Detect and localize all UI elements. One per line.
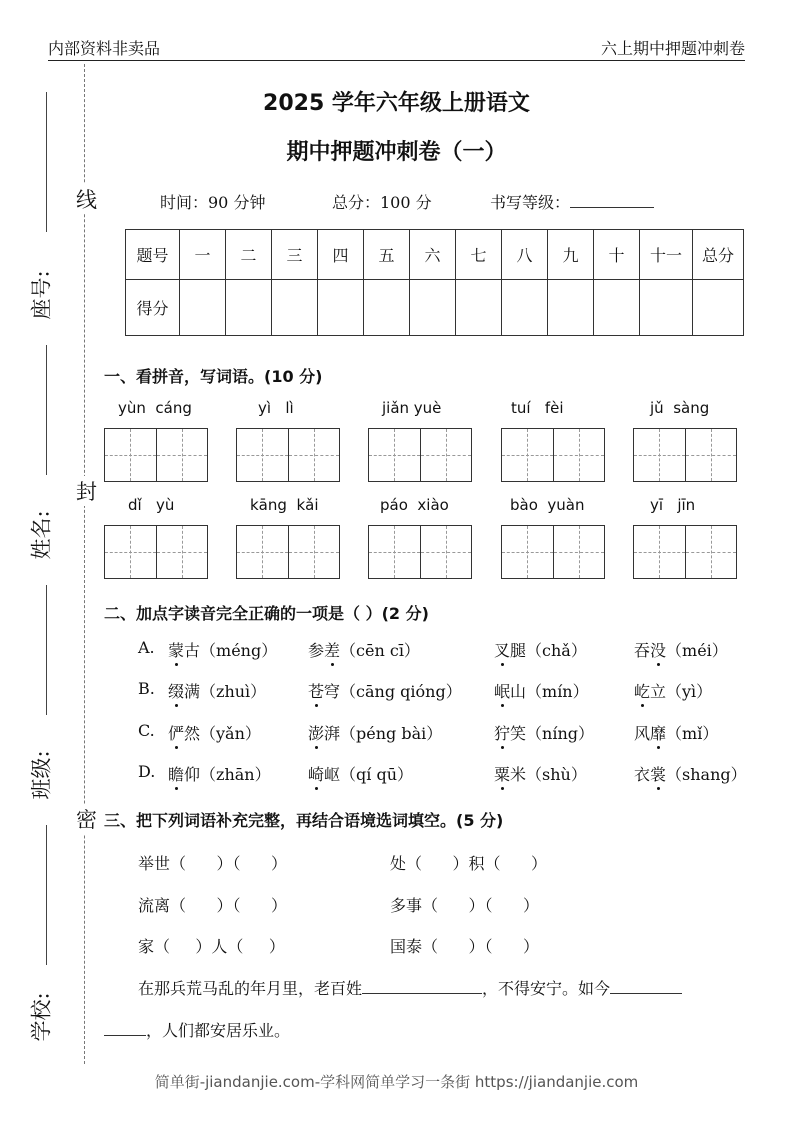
writing-grade-label: 书写等级：	[490, 193, 571, 212]
option-word	[494, 679, 589, 702]
dotted-char: 岷	[494, 679, 510, 702]
dotted-char: 粟	[494, 762, 510, 785]
pinyin-label: kāng kǎi	[250, 496, 319, 514]
option-word	[634, 638, 728, 661]
option-word	[494, 721, 594, 744]
section1-title: 一、看拼音，写词语。(10 分)	[104, 367, 323, 386]
fill-idiom[interactable]: 处（ ）积（ ）	[390, 854, 548, 873]
option-label[interactable]: C.	[138, 721, 155, 740]
fill-idiom[interactable]: 国泰（ ）（ ）	[390, 937, 540, 956]
dotted-char: 澎	[308, 721, 324, 744]
fill-idiom[interactable]: 举世（ ）（ ）	[138, 854, 288, 873]
option-word	[308, 679, 462, 702]
word-suffix: 岖（qí qū）	[324, 765, 414, 784]
score-cell[interactable]	[318, 280, 364, 336]
fold-word-mi: 密	[76, 804, 97, 834]
writing-grid[interactable]	[236, 525, 340, 579]
fill-idiom[interactable]: 家（ ）人（ ）	[138, 937, 285, 956]
class-line	[46, 585, 47, 715]
word-suffix: 穹（cāng qióng）	[324, 682, 462, 701]
score-table	[125, 229, 744, 336]
class-label: 班级:	[29, 750, 54, 800]
context-sentence-cont	[104, 1018, 290, 1041]
score-cell[interactable]	[502, 280, 548, 336]
word-suffix: 古（méng）	[184, 641, 278, 660]
option-word	[308, 762, 413, 785]
pinyin-label: dǐ yù	[128, 496, 175, 514]
page-title: 2025 学年六年级上册语文	[263, 91, 530, 116]
score-header-cell: 十一	[640, 230, 693, 280]
word-suffix: （cēn cī）	[340, 641, 420, 660]
writing-grade	[490, 190, 654, 213]
score-header-cell: 七	[456, 230, 502, 280]
word-suffix: 腿（chǎ）	[510, 641, 587, 660]
sentence-part-a: 在那兵荒马乱的年月里，老百姓	[138, 979, 363, 998]
seat-label: 座号:	[29, 270, 54, 320]
fill-idiom[interactable]: 流离（ ）（ ）	[138, 896, 288, 915]
writing-grid[interactable]	[104, 428, 208, 482]
option-word	[308, 638, 420, 661]
score-cell[interactable]	[226, 280, 272, 336]
score-header-cell: 三	[272, 230, 318, 280]
option-word	[634, 762, 747, 785]
sentence-blank-2-cont[interactable]	[104, 1035, 146, 1036]
writing-grid[interactable]	[236, 428, 340, 482]
dotted-char: 俨	[168, 721, 184, 744]
writing-grade-blank[interactable]	[570, 207, 654, 208]
score-table-score-row	[126, 280, 744, 336]
score-cell[interactable]	[640, 280, 693, 336]
dotted-char: 蒙	[168, 638, 184, 661]
word-suffix: （méi）	[666, 641, 728, 660]
option-word	[168, 679, 266, 702]
section3-title: 三、把下列词语补充完整，再结合语境选词填空。(5 分)	[104, 811, 504, 830]
fold-word-xian: 线	[76, 184, 97, 214]
word-prefix: 参	[308, 641, 325, 660]
word-prefix: 吞	[634, 641, 651, 660]
score-header-cell: 题号	[126, 230, 180, 280]
writing-grid[interactable]	[633, 525, 737, 579]
exam-time: 时间：90 分钟	[160, 193, 266, 212]
word-suffix: 湃（péng bài）	[324, 724, 443, 743]
score-header-cell: 六	[410, 230, 456, 280]
option-word	[168, 762, 271, 785]
dotted-char: 叉	[494, 638, 510, 661]
option-word	[634, 721, 718, 744]
score-header-cell: 总分	[693, 230, 744, 280]
option-word	[494, 638, 587, 661]
dotted-char: 苍	[308, 679, 324, 702]
dotted-char: 屹	[634, 679, 650, 702]
footer-watermark: 简单街-jiandanjie.com-学科网简单学习一条街 https://jiandanjie.com	[154, 1073, 639, 1091]
option-word	[168, 721, 261, 744]
sentence-part-c: ，人们都安居乐业。	[146, 1021, 291, 1040]
pinyin-label: yī jīn	[650, 496, 696, 514]
score-cell[interactable]	[272, 280, 318, 336]
word-suffix: （mǐ）	[666, 724, 719, 743]
dotted-char: 差	[324, 638, 340, 661]
word-suffix: （shang）	[666, 765, 747, 784]
score-cell[interactable]	[180, 280, 226, 336]
dotted-char: 缀	[168, 679, 184, 702]
score-header-cell: 八	[502, 230, 548, 280]
score-cell[interactable]	[594, 280, 640, 336]
word-suffix: 仰（zhān）	[184, 765, 271, 784]
writing-grid[interactable]	[104, 525, 208, 579]
score-cell[interactable]	[548, 280, 594, 336]
writing-grid[interactable]	[368, 428, 472, 482]
word-suffix: 笑（níng）	[510, 724, 594, 743]
word-prefix: 风	[634, 724, 651, 743]
dotted-char: 靡	[650, 721, 666, 744]
option-word	[634, 679, 712, 702]
score-cell[interactable]	[410, 280, 456, 336]
score-header-cell: 九	[548, 230, 594, 280]
score-table-header-row	[126, 230, 744, 280]
score-cell[interactable]	[693, 280, 744, 336]
dotted-char: 裳	[650, 762, 666, 785]
dotted-char: 狞	[494, 721, 510, 744]
score-header-cell: 十	[594, 230, 640, 280]
word-suffix: 立（yì）	[650, 682, 713, 701]
score-cell[interactable]	[364, 280, 410, 336]
writing-grid[interactable]	[368, 525, 472, 579]
option-label[interactable]: B.	[138, 679, 155, 698]
fold-line	[84, 64, 85, 1064]
section2-title: 二、加点字读音完全正确的一项是（ ）(2 分)	[104, 604, 429, 623]
dotted-char: 崎	[308, 762, 324, 785]
name-label: 姓名:	[29, 510, 54, 560]
pinyin-label: bào yuàn	[510, 496, 585, 514]
word-suffix: 山（mín）	[510, 682, 589, 701]
option-word	[494, 762, 587, 785]
pinyin-label: yùn cáng	[118, 399, 192, 417]
score-header-cell: 四	[318, 230, 364, 280]
pinyin-label: jiǎn yuè	[382, 399, 442, 417]
sentence-part-b: ，不得安宁。如今	[482, 979, 611, 998]
context-sentence	[138, 976, 682, 999]
header-left: 内部资料非卖品	[48, 39, 161, 58]
exam-total: 总分：100 分	[332, 193, 432, 212]
option-word	[168, 638, 277, 661]
writing-grid[interactable]	[501, 525, 605, 579]
header-divider	[48, 60, 745, 61]
writing-grid[interactable]	[633, 428, 737, 482]
word-prefix: 衣	[634, 765, 651, 784]
page-subtitle: 期中押题冲刺卷（一）	[286, 140, 507, 165]
pinyin-label: yì lì	[258, 399, 294, 417]
pinyin-label: páo xiào	[380, 496, 449, 514]
dotted-char: 瞻	[168, 762, 184, 785]
sentence-blank-2[interactable]	[610, 993, 682, 994]
option-word	[308, 721, 442, 744]
word-suffix: 满（zhuì）	[184, 682, 267, 701]
fill-idiom[interactable]: 多事（ ）（ ）	[390, 896, 540, 915]
school-line	[46, 825, 47, 965]
writing-grid[interactable]	[501, 428, 605, 482]
word-suffix: 然（yǎn）	[184, 724, 261, 743]
header-right: 六上期中押题冲刺卷	[600, 39, 745, 58]
name-line	[46, 345, 47, 475]
pinyin-label: jǔ sàng	[650, 399, 710, 417]
fold-word-feng: 封	[76, 476, 97, 506]
score-header-cell: 二	[226, 230, 272, 280]
sentence-blank-1[interactable]	[362, 993, 482, 994]
option-label[interactable]: D.	[138, 762, 156, 781]
score-row-label: 得分	[126, 280, 180, 336]
dotted-char: 没	[650, 638, 666, 661]
school-label: 学校:	[29, 992, 54, 1042]
score-header-cell: 一	[180, 230, 226, 280]
score-header-cell: 五	[364, 230, 410, 280]
word-suffix: 米（shù）	[510, 765, 587, 784]
pinyin-label: tuí fèi	[511, 399, 564, 417]
option-label[interactable]: A.	[138, 638, 155, 657]
score-cell[interactable]	[456, 280, 502, 336]
